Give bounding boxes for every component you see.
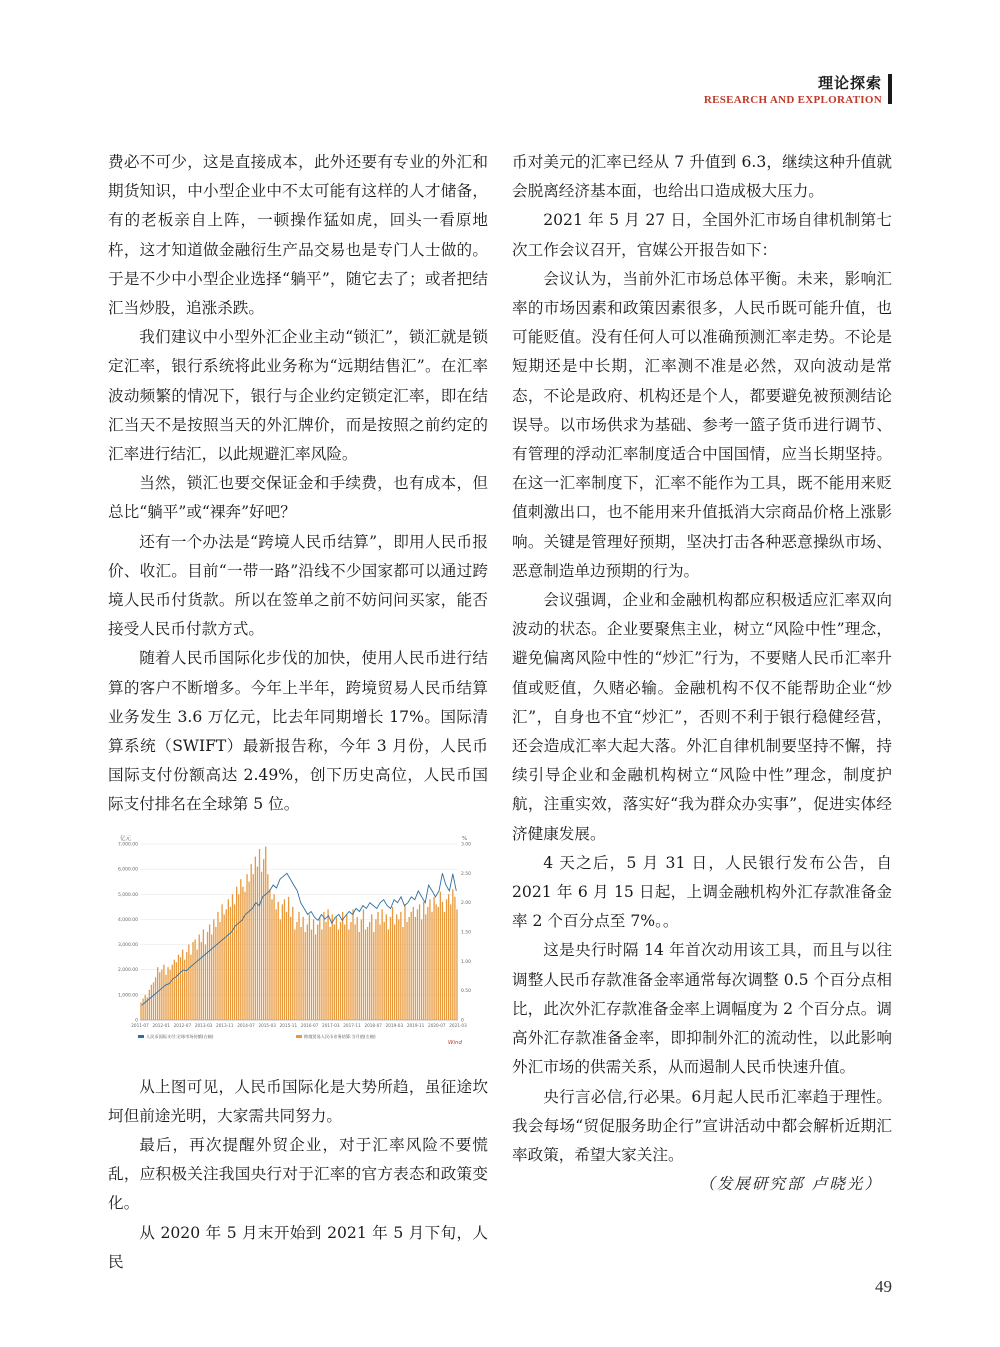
- bar: [199, 934, 200, 1019]
- bar: [330, 927, 331, 1020]
- x-tick-label: 2013-11: [216, 1022, 234, 1028]
- bar: [417, 909, 418, 1020]
- bar: [172, 964, 173, 1019]
- bar: [338, 929, 339, 1020]
- bar: [259, 849, 260, 1020]
- bar: [421, 919, 422, 1020]
- bar: [284, 899, 285, 1020]
- bar: [436, 904, 437, 1020]
- paragraph: 币对美元的汇率已经从 7 升值到 6.3，继续这种升值就会脱离经济基本面，也给出口造成极大压力。: [512, 153, 892, 201]
- bar: [213, 919, 214, 1020]
- bar: [384, 922, 385, 1020]
- paragraph: 从 2020 年 5 月末开始到 2021 年 5 月下旬，人民: [108, 1223, 488, 1271]
- left-axis-unit: 亿元: [120, 835, 132, 842]
- bar: [149, 990, 150, 1020]
- bar: [411, 912, 412, 1020]
- bar: [454, 896, 455, 1019]
- bar: [392, 907, 393, 1020]
- x-tick-label: 2018-07: [364, 1022, 382, 1028]
- bar: [419, 904, 420, 1020]
- bar: [402, 927, 403, 1020]
- paragraph: 4 天之后，5 月 31 日，人民银行发布公告，自 2021 年 6 月 15 日起，上调金融机构外汇存款准备金率 2 个百分点至 7%。。: [512, 853, 892, 931]
- x-tick-label: 2011-07: [131, 1022, 149, 1028]
- x-tick-label: 2012-07: [173, 1022, 192, 1028]
- legend-swatch-bar: [296, 1035, 302, 1038]
- x-tick-label: 2019-03: [385, 1022, 404, 1028]
- bar: [215, 927, 216, 1020]
- bar: [273, 894, 274, 1020]
- bar: [145, 995, 146, 1020]
- bar: [363, 909, 364, 1020]
- bar: [438, 907, 439, 1020]
- bar: [226, 909, 227, 1020]
- bar: [194, 939, 195, 1019]
- rmb-internationalization-chart: [110, 830, 482, 1065]
- y-tick-label: 6,000.00: [117, 867, 138, 873]
- bar: [178, 954, 179, 1019]
- bar: [142, 998, 143, 1019]
- bar: [192, 942, 193, 1020]
- bar: [296, 922, 297, 1020]
- bar: [413, 907, 414, 1020]
- x-tick-label: 2013-03: [194, 1022, 213, 1028]
- bar: [440, 891, 441, 1019]
- paragraph: 我们建议中小型外汇企业主动“锁汇”，锁汇就是锁定汇率，银行系统将此业务称为“远期结售汇”。在汇率波动频繁的情况下，银行与企业约定锁定汇率，即在结汇当天不是按照当天的外汇牌价，而是按照之前约定的汇率进行结汇，以此规避汇率风险。: [108, 328, 488, 464]
- x-tick-label: 2015-03: [258, 1022, 276, 1028]
- bar: [275, 909, 276, 1020]
- bar: [348, 929, 349, 1020]
- bar: [365, 929, 366, 1020]
- x-tick-label: 2017-11: [343, 1022, 361, 1028]
- bar: [286, 912, 287, 1020]
- bar: [263, 859, 264, 1020]
- bar: [398, 919, 399, 1020]
- bar: [165, 974, 166, 1019]
- bar: [444, 912, 445, 1020]
- x-axis-ticks: [131, 1023, 467, 1028]
- x-tick-label: 2016-07: [300, 1022, 319, 1028]
- bar: [269, 889, 270, 1020]
- bar: [373, 932, 374, 1020]
- bar: [155, 977, 156, 1020]
- bar: [375, 919, 376, 1020]
- bar: [228, 899, 229, 1020]
- x-tick-label: 2021-03: [449, 1022, 467, 1028]
- bar: [242, 886, 243, 1019]
- bar: [153, 982, 154, 1020]
- bar: [253, 874, 254, 1020]
- header-divider: [888, 74, 892, 104]
- y2-tick-label: 2.00: [461, 900, 472, 906]
- right-axis-ticks: [461, 841, 471, 1023]
- y-tick-label: 7,000.00: [117, 842, 138, 848]
- section-title-cn: 理论探索: [817, 74, 882, 92]
- paragraph: 还有一个办法是“跨境人民币结算”，即用人民币报价、收汇。目前“一带一路”沿线不少国家都可以通过跨境人民币付货款。所以在签单之前不妨问问买家，能否接受人民币付款方式。: [108, 532, 488, 639]
- bar: [294, 929, 295, 1020]
- x-tick-label: 2020-07: [428, 1022, 446, 1028]
- paragraph: 2021 年 5 月 27 日，全国外汇市场自律机制第七次工作会议召开，官媒公开报告如下：: [512, 211, 892, 259]
- bar: [400, 912, 401, 1020]
- paragraph: 从上图可见，人民币国际化是大势所趋，虽征途坎坷但前途光明，大家需共同努力。: [108, 1077, 488, 1125]
- legend-bar-label: 跨境贸易人民币业务结算:当月值(左轴): [304, 1033, 376, 1039]
- section-title-en: RESEARCH AND EXPLORATION: [703, 94, 882, 106]
- bar: [211, 934, 212, 1019]
- bar: [265, 846, 266, 1019]
- bar: [396, 914, 397, 1020]
- y2-tick-label: 1.00: [461, 959, 472, 965]
- bar: [381, 909, 382, 1020]
- bar: [346, 914, 347, 1020]
- bar: [255, 856, 256, 1019]
- bar: [340, 922, 341, 1020]
- paragraph: 会议强调，企业和金融机构都应积极适应汇率双向波动的状态。企业要聚焦主业，树立“风险中性”理念，避免偏离风险中性的“炒汇”行为，不要赌人民币汇率升值或贬值，久赌必输。金融机构不仅不能帮助企业“炒汇”，自身也不宜“炒汇”，否则不利于银行稳健经营，还会造成汇率大起大落。外汇自律机制要坚持不懈，持续引导企业和金融机构树立“风险中性”理念，制度护航，注重实效，落实好“我为群众办实事”，促进实体经济健康发展。: [512, 591, 892, 843]
- bar: [427, 907, 428, 1020]
- y2-tick-label: 2.50: [461, 871, 472, 877]
- bar: [257, 866, 258, 1019]
- author-credit: （发展研究部 卢晓光）: [699, 1175, 882, 1194]
- paragraph: 这是央行时隔 14 年首次动用该工具，而且与以往调整人民币存款准备金率通常每次调整 0.5 个百分点相比，此次外汇存款准备金率上调幅度为 2 个百分点。调高外汇存款准备金率，即抑制外汇的流动性，以此影响外汇市场的供需关系，从而遏制人民币快速升值。: [512, 941, 892, 1077]
- bar: [278, 902, 279, 1020]
- y2-tick-label: 1.50: [461, 930, 472, 936]
- bar: [174, 959, 175, 1019]
- bar: [311, 929, 312, 1020]
- bar: [369, 922, 370, 1020]
- bar: [303, 917, 304, 1020]
- bar: [190, 954, 191, 1019]
- bar: [163, 964, 164, 1019]
- y-tick-label: 3,000.00: [117, 942, 138, 948]
- bar: [321, 929, 322, 1020]
- left-column: [108, 148, 488, 1277]
- x-tick-label: 2019-11: [406, 1022, 425, 1028]
- bar: [188, 944, 189, 1019]
- paragraph: 最后，再次提醒外贸企业，对于汇率风险不要慌乱，应积极关注我国央行对于汇率的官方表态和政策变化。: [108, 1136, 488, 1213]
- bar: [325, 922, 326, 1020]
- bar: [217, 912, 218, 1020]
- bar: [244, 891, 245, 1019]
- bar: [182, 949, 183, 1019]
- bar: [230, 907, 231, 1020]
- bar: [350, 922, 351, 1020]
- y-tick-label: 4,000.00: [117, 917, 138, 923]
- bar: [240, 879, 241, 1020]
- bar: [313, 919, 314, 1020]
- legend-line-label: 人民币国际支付:全球市场份额(右轴): [146, 1033, 214, 1039]
- y2-tick-label: 3.00: [461, 842, 472, 848]
- bar: [234, 904, 235, 1020]
- chart-source: Wind: [448, 1039, 462, 1046]
- bar: [251, 864, 252, 1020]
- bar: [282, 904, 283, 1020]
- bar: [224, 914, 225, 1020]
- bar: [394, 924, 395, 1020]
- bar: [219, 922, 220, 1020]
- bar: [203, 929, 204, 1020]
- bar: [246, 874, 247, 1020]
- paragraph: 费必不可少，这是直接成本，此外还要有专业的外汇和期货知识，中小型企业中不太可能有这样的人才储备，有的老板亲自上阵，一顿操作猛如虎，回头一看原地杵，这才知道做金融衍生产品交易也是专门人士做的。于是不少中小型企业选择“躺平”，随它去了；或者把结汇当炒股，追涨杀跌。: [108, 153, 488, 318]
- paragraph: 会议认为，当前外汇市场总体平衡。未来，影响汇率的市场因素和政策因素很多，人民币既可能升值，也可能贬值。没有任何人可以准确预测汇率走势。不论是短期还是中长期，汇率测不准是必然，双向波动是常态，不论是政府、机构还是个人，都要避免被预测结论误导。以市场供求为基础、参考一篮子货币进行调节、有管理的浮动汇率制度适合中国国情，应当长期坚持。在这一汇率制度下，汇率不能作为工具，既不能用来贬值刺激出口，也不能用来升值抵消大宗商品价格上涨影响。关键是管理好预期，坚决打击各种恶意操纵市场、恶意制造单边预期的行为。: [512, 269, 892, 580]
- bar: [404, 904, 405, 1020]
- bar: [236, 886, 237, 1019]
- bar: [359, 932, 360, 1020]
- paragraph: 随着人民币国际化步伐的加快，使用人民币进行结算的客户不断增多。今年上半年，跨境贸易人民币结算业务发生 3.6 万亿元，比去年同期增长 17%。国际清算系统（SWIFT）最新报告称，今年 3 月份，人民币国际支付份额高达 2.49%，创下历史高位，人民币国际支付排名在全球第 5 位。: [108, 649, 488, 814]
- bar: [238, 894, 239, 1020]
- bar: [197, 949, 198, 1019]
- bar: [248, 881, 249, 1019]
- bar: [371, 914, 372, 1020]
- bar: [327, 909, 328, 1020]
- x-tick-label: 2012-01: [152, 1022, 170, 1028]
- bar: [452, 889, 453, 1020]
- bar: [334, 924, 335, 1020]
- right-axis-unit: %: [462, 835, 468, 842]
- bar: [305, 932, 306, 1020]
- bar: [442, 902, 443, 1020]
- bar: [161, 969, 162, 1019]
- bar: [415, 917, 416, 1020]
- y-tick-label: 5,000.00: [117, 892, 138, 898]
- bar: [379, 924, 380, 1020]
- section-header: [704, 72, 882, 106]
- x-tick-label: 2014-07: [237, 1022, 255, 1028]
- bar: [159, 972, 160, 1020]
- x-tick-label: 2017-03: [322, 1022, 340, 1028]
- bar: [267, 874, 268, 1020]
- bar: [280, 919, 281, 1020]
- bar: [205, 944, 206, 1019]
- bar: [446, 899, 447, 1020]
- bar: [409, 917, 410, 1020]
- bar: [209, 924, 210, 1020]
- bar: [186, 952, 187, 1020]
- bar: [207, 932, 208, 1020]
- bar: [307, 924, 308, 1020]
- y-tick-label: 2,000.00: [117, 967, 138, 973]
- bar: [288, 896, 289, 1019]
- bar: [332, 914, 333, 1020]
- bar: [201, 942, 202, 1020]
- bar: [290, 917, 291, 1020]
- y2-tick-label: 0.50: [461, 988, 472, 994]
- bar: [271, 899, 272, 1020]
- x-tick-label: 2015-11: [279, 1022, 298, 1028]
- bar: [406, 922, 407, 1020]
- y-tick-label: 1,000.00: [117, 993, 138, 999]
- bar: [388, 929, 389, 1020]
- bar: [450, 904, 451, 1020]
- bar: [319, 917, 320, 1020]
- paragraph: 央行言必信,行必果。6月起人民币汇率趋于理性。我会每场“贸促服务助企行”宣讲活动中都会解析近期汇率政策，希望大家关注。: [512, 1087, 892, 1164]
- bar: [377, 912, 378, 1020]
- bar: [336, 917, 337, 1020]
- bar: [342, 912, 343, 1020]
- bar: [425, 914, 426, 1020]
- legend-swatch-line: [138, 1035, 144, 1038]
- bar: [176, 962, 177, 1020]
- bar: [157, 967, 158, 1020]
- bar: [357, 917, 358, 1020]
- bar: [261, 871, 262, 1019]
- bar: [180, 957, 181, 1020]
- bar: [354, 924, 355, 1020]
- chart-legend: [138, 1033, 376, 1040]
- bar: [300, 927, 301, 1020]
- bar: [315, 934, 316, 1019]
- bar: [423, 902, 424, 1020]
- bar: [433, 896, 434, 1019]
- bar: [352, 909, 353, 1020]
- bar: [151, 984, 152, 1019]
- bar-series: [140, 846, 457, 1019]
- bar: [232, 894, 233, 1020]
- bar: [317, 924, 318, 1020]
- left-axis-ticks: [118, 841, 138, 1023]
- bar: [344, 924, 345, 1020]
- bar: [386, 914, 387, 1020]
- bar: [390, 917, 391, 1020]
- bar: [429, 899, 430, 1020]
- bar: [448, 894, 449, 1020]
- bar: [309, 914, 310, 1020]
- chart-svg: [110, 830, 482, 1065]
- y-tick-label: 0: [135, 1018, 138, 1024]
- bar: [298, 912, 299, 1020]
- bar: [167, 967, 168, 1020]
- bar: [431, 912, 432, 1020]
- bar: [361, 919, 362, 1020]
- bar: [323, 912, 324, 1020]
- bar: [184, 959, 185, 1019]
- bar: [367, 927, 368, 1020]
- bar: [221, 904, 222, 1020]
- right-column: [512, 148, 892, 1199]
- y2-tick-label: 0: [461, 1018, 464, 1024]
- paragraph: 当然，锁汇也要交保证金和手续费，也有成本，但总比“躺平”或“裸奔”好吧？: [108, 474, 488, 522]
- bar: [292, 907, 293, 1020]
- bar: [169, 969, 170, 1019]
- page-number: 49: [875, 1277, 892, 1296]
- bar: [456, 909, 457, 1020]
